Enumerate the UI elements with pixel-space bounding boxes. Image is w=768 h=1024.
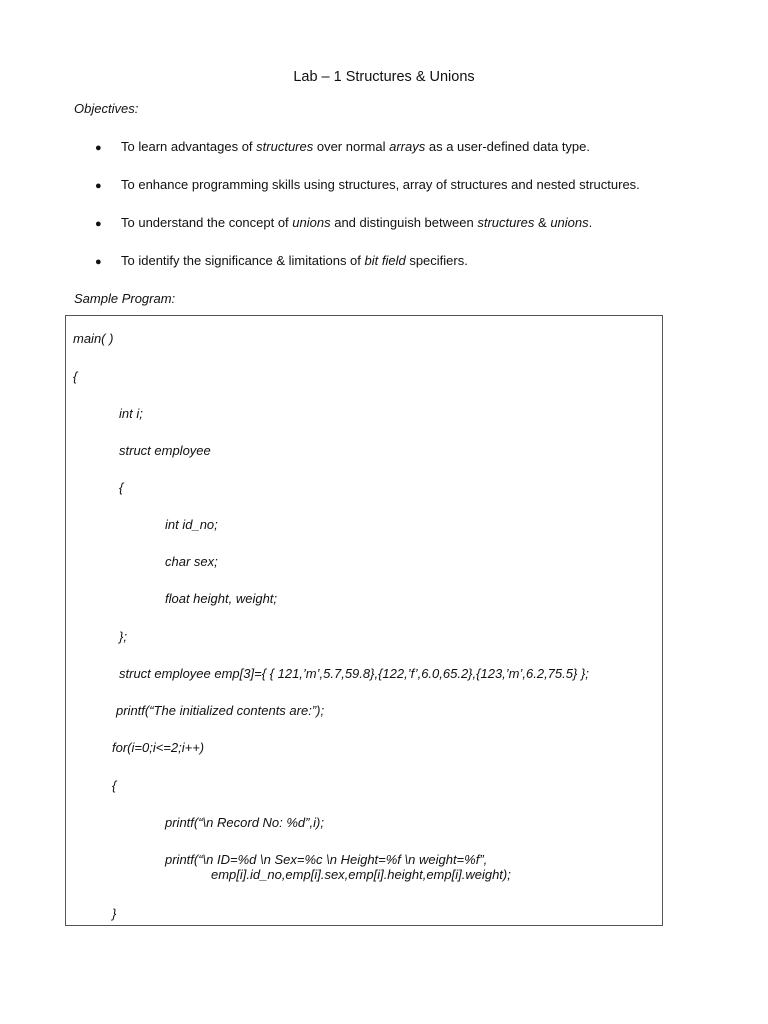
objective-text: over normal: [313, 139, 390, 154]
objectives-heading: Objectives:: [74, 101, 139, 116]
code-line: int i;: [119, 406, 143, 421]
objective-text: To enhance programming skills using structures, array of structures and nested structures.: [121, 177, 640, 192]
bullet-icon: ●: [95, 142, 102, 154]
code-block: [65, 315, 663, 926]
objective-text: &: [534, 215, 551, 230]
objective-text: and distinguish between: [330, 215, 478, 230]
code-line: emp[i].id_no,emp[i].sex,emp[i].height,emp[i].weight);: [211, 867, 511, 882]
code-line: printf(“\n Record No: %d”,i);: [165, 815, 324, 830]
bullet-icon: ●: [95, 180, 102, 192]
objective-text: .: [588, 215, 593, 230]
objective-item: [95, 177, 640, 192]
objective-item: [95, 139, 590, 154]
code-line: main( ): [73, 331, 114, 346]
objective-text: To understand the concept of: [121, 215, 293, 230]
objective-emphasis: structures: [477, 215, 535, 230]
code-line: struct employee: [119, 443, 211, 458]
code-line: };: [119, 629, 127, 644]
code-line: {: [112, 778, 117, 793]
objective-emphasis: bit field: [364, 253, 406, 268]
objective-emphasis: unions: [550, 215, 589, 230]
code-line: int id_no;: [165, 517, 218, 532]
objective-text: To learn advantages of: [121, 139, 257, 154]
document-title: Lab – 1 Structures & Unions: [293, 69, 475, 85]
code-line: printf(“The initialized contents are:”);: [116, 703, 325, 718]
code-line: struct employee emp[3]={ { 121,’m’,5.7,59.8},{122,’f’,6.0,65.2},{123,’m’,6.2,75.5} };: [119, 666, 589, 681]
code-line: }: [112, 906, 117, 921]
objective-text: specifiers.: [405, 253, 468, 268]
sample-program-heading: Sample Program:: [74, 291, 176, 306]
bullet-icon: ●: [95, 256, 102, 268]
code-line: {: [119, 480, 124, 495]
objective-emphasis: unions: [292, 215, 331, 230]
code-line: printf(“\n ID=%d \n Sex=%c \n Height=%f \n weight=%f”,: [165, 852, 488, 867]
code-line: {: [73, 369, 78, 384]
code-line: for(i=0;i<=2;i++): [112, 740, 205, 755]
code-line: float height, weight;: [165, 591, 278, 606]
objective-text: as a user-defined data type.: [425, 139, 591, 154]
code-line: char sex;: [165, 554, 218, 569]
objective-item: [95, 253, 468, 268]
objective-text: To identify the significance & limitations of: [121, 253, 365, 268]
bullet-icon: ●: [95, 218, 102, 230]
objective-emphasis: structures: [256, 139, 314, 154]
objective-emphasis: arrays: [389, 139, 426, 154]
objective-item: [95, 215, 592, 230]
